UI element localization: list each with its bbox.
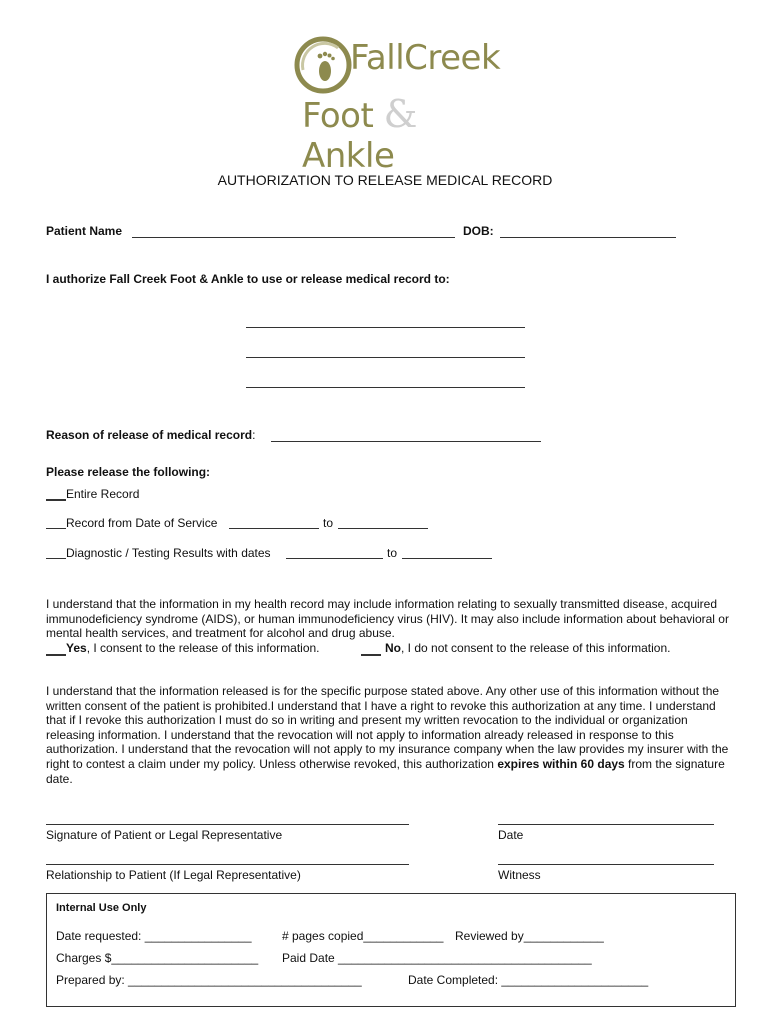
record-from-check[interactable] bbox=[46, 528, 66, 529]
record-from-to: to bbox=[323, 516, 334, 530]
footprint-icon bbox=[294, 36, 352, 94]
reason-colon: : bbox=[252, 428, 256, 442]
reviewed-by-field[interactable]: Reviewed by____________ bbox=[455, 929, 604, 943]
recipient-line-1[interactable] bbox=[246, 327, 525, 328]
consent-no-row bbox=[385, 641, 671, 655]
diagnostic-end-field[interactable] bbox=[402, 558, 492, 559]
diagnostic-label: Diagnostic / Testing Results with dates bbox=[66, 546, 271, 560]
logo-line1: FallCreek bbox=[350, 38, 501, 78]
recipient-line-3[interactable] bbox=[246, 387, 525, 388]
patient-name-label: Patient Name bbox=[46, 224, 123, 238]
purpose-text: I understand that the information released is for the specific purpose stated above. Any other use of this information without the written consent of the patient is prohibited.I understand that I have a right to revoke this authorization at any time. I understand that if I revoke this authorization I must do so in writing and present my written revocation to the individual or organization releasing information. I understand that the revocation will not apply to information already released in response to this authorization. I understand that the revocation will not apply to my insurance company when the law provides my insurer with the right to contest a claim under my policy. Unless otherwise revoked, this authorization bbox=[46, 684, 729, 771]
dob-field[interactable] bbox=[500, 237, 676, 238]
date-completed-field[interactable]: Date Completed: ______________________ bbox=[408, 973, 649, 987]
signature-field[interactable] bbox=[46, 824, 409, 825]
relationship-field[interactable] bbox=[46, 864, 409, 865]
consent-paragraph: I understand that the information in my health record may include information relating to sexually transmitted disease, acquired immunodeficiency syndrome (AIDS), or human immunodeficiency virus (HIV). It may also include information about behavioral or mental health services, and treatment for alcohol and drug abuse. bbox=[46, 597, 729, 641]
page-title: AUTHORIZATION TO RELEASE MEDICAL RECORD bbox=[217, 172, 553, 188]
logo-ankle-word: Ankle bbox=[302, 136, 395, 176]
purpose-paragraph bbox=[46, 684, 736, 786]
prepared-by-field[interactable]: Prepared by: ___________________________________ bbox=[56, 973, 362, 987]
pages-copied-field[interactable]: # pages copied____________ bbox=[282, 929, 444, 943]
consent-no-word: No bbox=[385, 641, 401, 655]
date-requested-field[interactable]: Date requested: ________________ bbox=[56, 929, 252, 943]
witness-label: Witness bbox=[498, 868, 541, 882]
record-from-end-field[interactable] bbox=[338, 528, 428, 529]
witness-field[interactable] bbox=[498, 864, 714, 865]
reason-label: Reason of release of medical record bbox=[46, 428, 253, 442]
diagnostic-to: to bbox=[387, 546, 398, 560]
internal-use-box bbox=[46, 893, 736, 1007]
entire-record-check[interactable] bbox=[46, 499, 66, 501]
diagnostic-start-field[interactable] bbox=[286, 558, 383, 559]
expires-text: expires within 60 days bbox=[497, 756, 625, 771]
date-label: Date bbox=[498, 828, 524, 842]
consent-no-text: , I do not consent to the release of this information. bbox=[401, 641, 671, 655]
authorize-text: I authorize Fall Creek Foot & Ankle to use or release medical record to: bbox=[46, 272, 450, 286]
signature-date-field[interactable] bbox=[498, 824, 714, 825]
patient-name-field[interactable] bbox=[132, 237, 455, 238]
record-from-start-field[interactable] bbox=[229, 528, 319, 529]
logo-foot-word: Foot bbox=[302, 96, 374, 136]
dob-label: DOB: bbox=[463, 224, 494, 238]
consent-no-check[interactable] bbox=[361, 654, 381, 656]
consent-yes-check[interactable] bbox=[46, 654, 66, 656]
recipient-line-2[interactable] bbox=[246, 357, 525, 358]
release-heading: Please release the following: bbox=[46, 465, 211, 479]
entire-record-label: Entire Record bbox=[66, 487, 140, 501]
diagnostic-check[interactable] bbox=[46, 558, 66, 559]
charges-field[interactable]: Charges $______________________ bbox=[56, 951, 259, 965]
consent-yes-text: , I consent to the release of this information. bbox=[86, 641, 320, 655]
logo-ampersand: & bbox=[383, 92, 417, 136]
clinic-logo bbox=[290, 34, 501, 176]
signature-label: Signature of Patient or Legal Representative bbox=[46, 828, 283, 842]
internal-heading: Internal Use Only bbox=[56, 902, 147, 914]
paid-date-field[interactable]: Paid Date ______________________________________ bbox=[282, 951, 592, 965]
consent-yes-word: Yes bbox=[66, 641, 87, 655]
relationship-label: Relationship to Patient (If Legal Representative) bbox=[46, 868, 301, 882]
reason-field[interactable] bbox=[271, 441, 541, 442]
expires-rest: from the signature date. bbox=[46, 756, 725, 786]
reason-row bbox=[46, 428, 255, 442]
consent-yes-row bbox=[66, 641, 320, 655]
record-from-label: Record from Date of Service bbox=[66, 516, 218, 530]
logo-line2 bbox=[302, 92, 500, 176]
